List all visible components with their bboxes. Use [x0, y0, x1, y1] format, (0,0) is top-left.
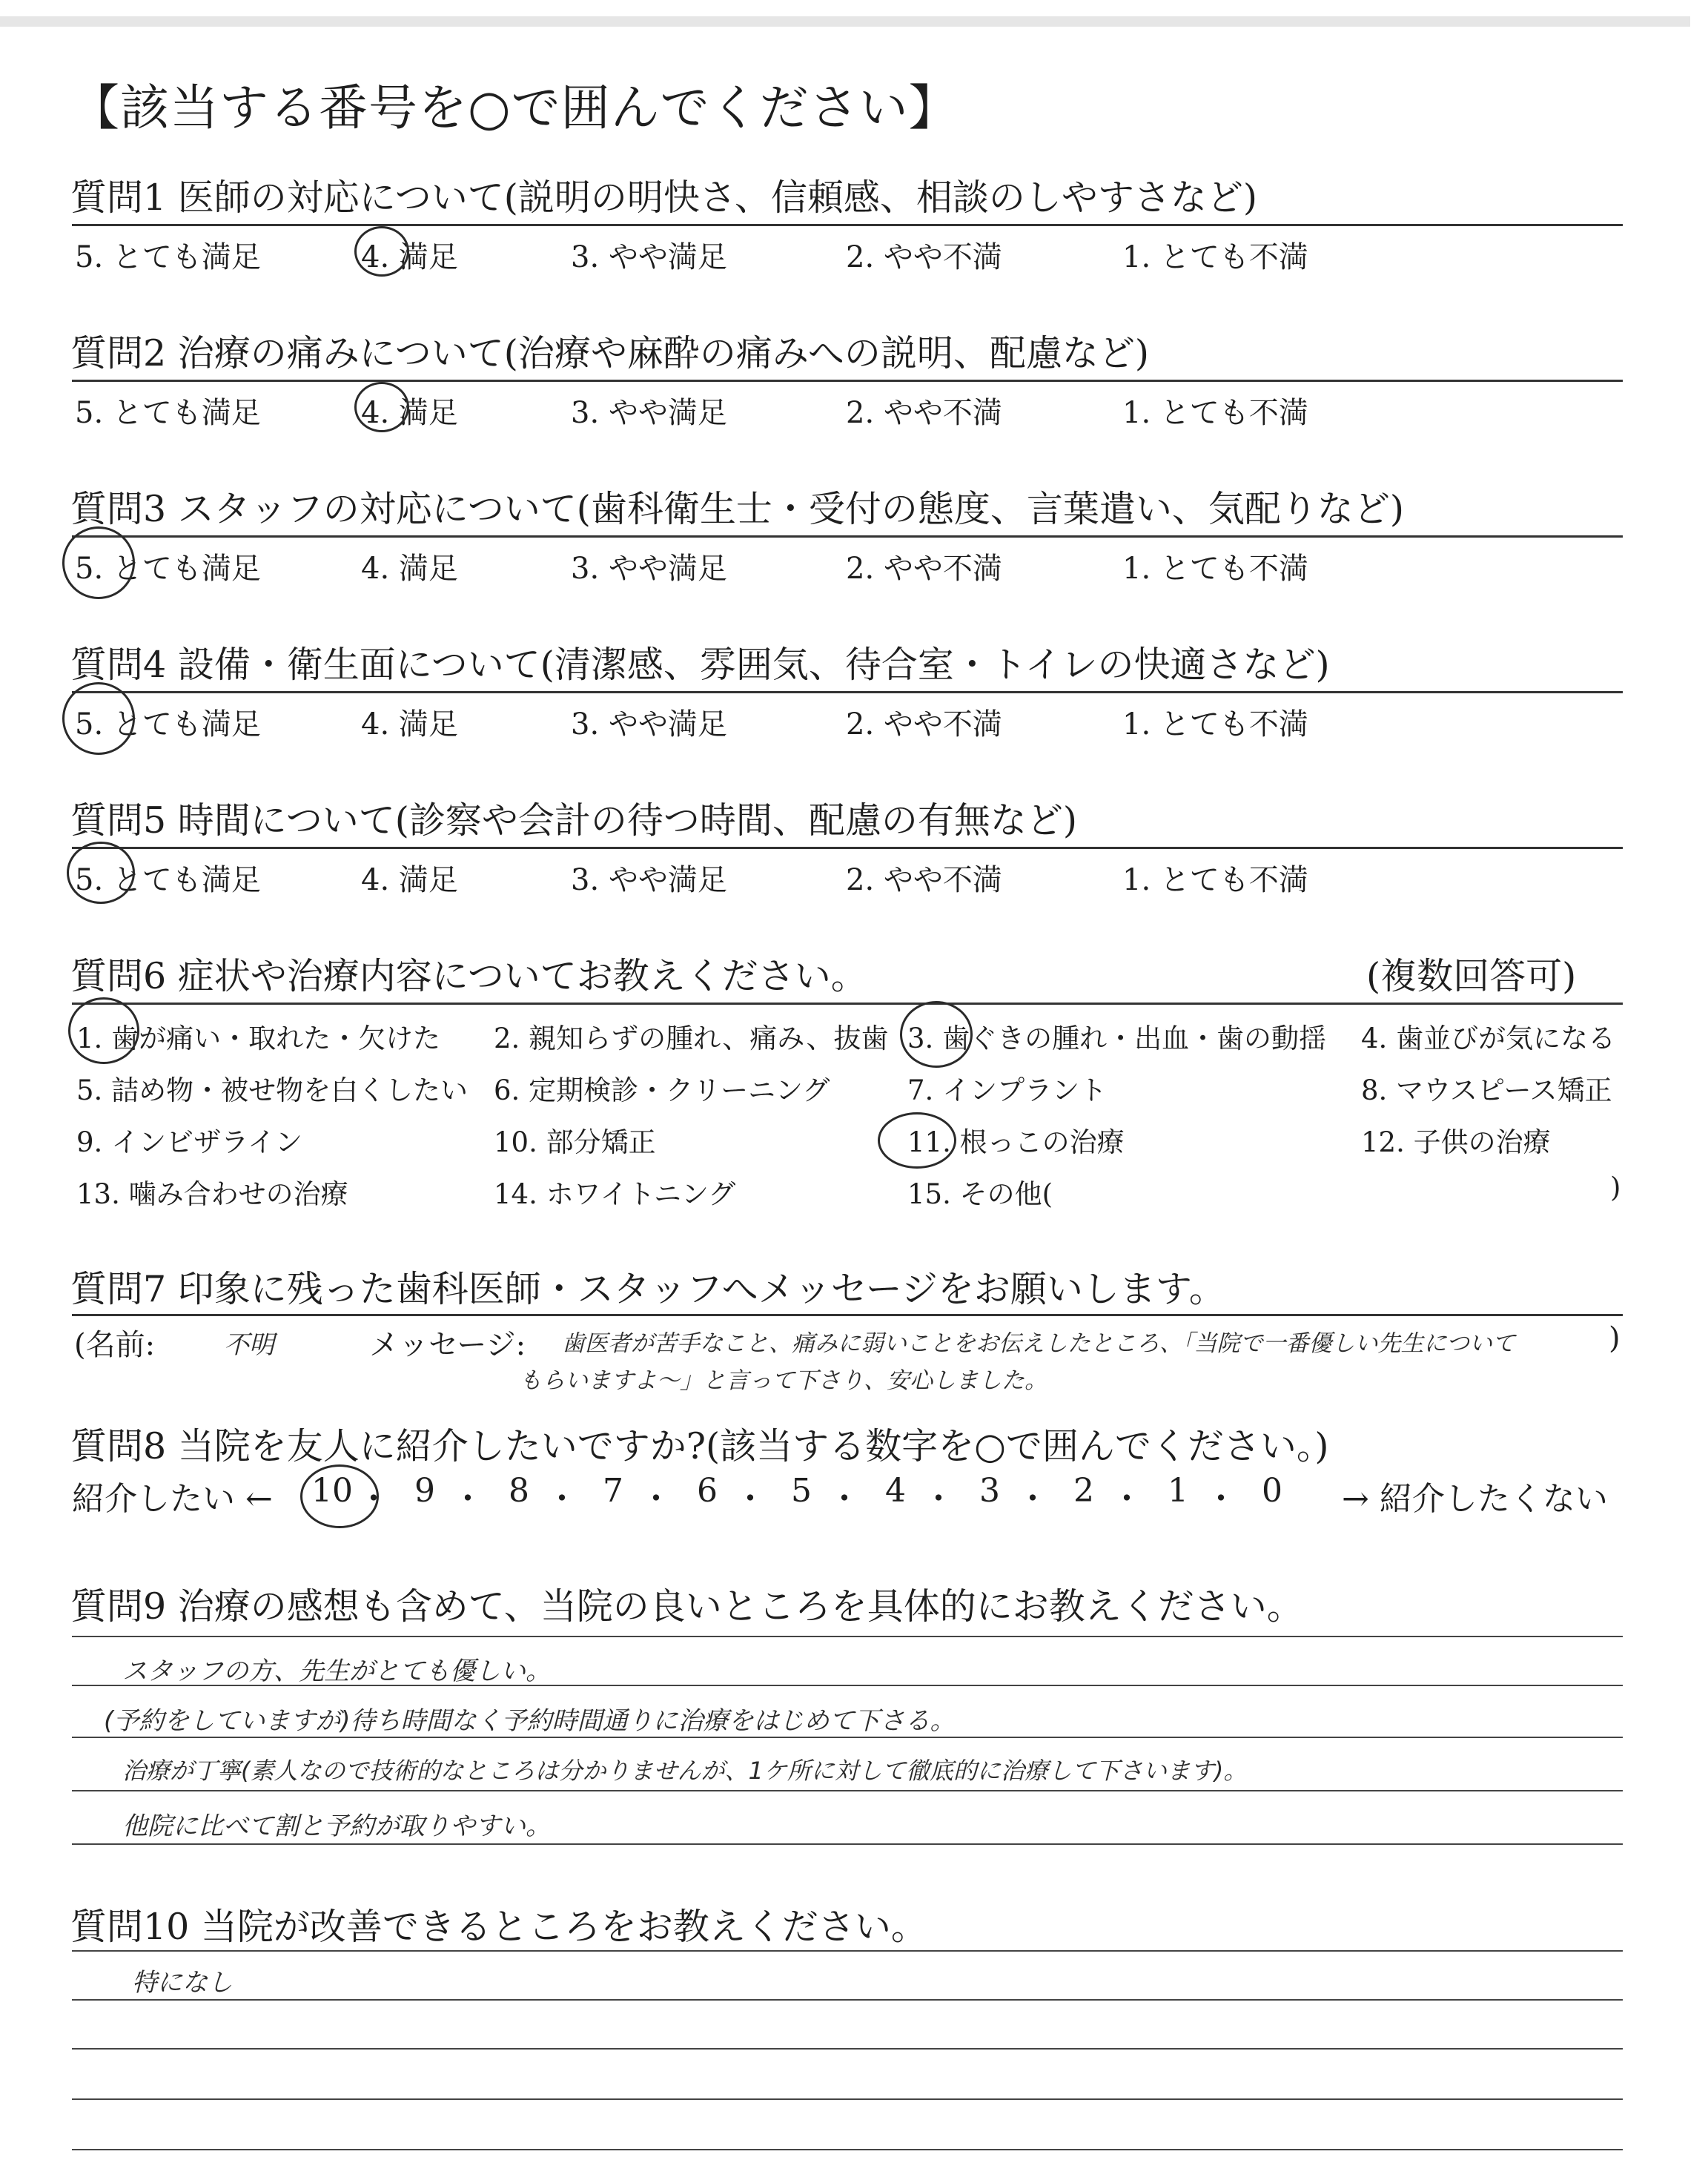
question-8-title: 質問8 当院を友人に紹介したいですか?(該当する数字を○で囲んでください。)	[70, 1425, 1329, 1467]
q5-answer-circle	[67, 842, 135, 904]
q6-option-15-close: )	[1610, 1172, 1621, 1203]
q3-option-5[interactable]: 5. とても満足	[75, 552, 261, 586]
q8-scale-1[interactable]: 1	[1168, 1472, 1188, 1510]
q8-left-label: 紹介したい ←	[72, 1480, 273, 1518]
q6-option-11[interactable]: 11. 根っこの治療	[907, 1126, 1125, 1158]
q10-answer-line-1[interactable]: 特になし	[132, 1968, 233, 1998]
q1-option-1[interactable]: 1. とても不満	[1122, 240, 1308, 274]
question-2-rule	[72, 380, 1623, 382]
q8-scale-3[interactable]: 3	[979, 1472, 1000, 1510]
q10-line-rule-3	[72, 2098, 1623, 2100]
q9-line-rule-0	[72, 1636, 1623, 1637]
q10-line-rule-2	[72, 2048, 1623, 2050]
question-7-rule	[72, 1314, 1623, 1316]
question-5-title: 質問5 時間について(診察や会計の待つ時間、配慮の有無など)	[70, 799, 1078, 842]
q9-line-rule-2	[72, 1737, 1623, 1738]
q8-scale-7[interactable]: 7	[603, 1472, 623, 1510]
question-6-title: 質問6 症状や治療内容についてお教えください。	[70, 955, 867, 997]
page-title: 【該当する番号を○で囲んでください】	[70, 79, 959, 136]
q5-option-5[interactable]: 5. とても満足	[75, 863, 261, 897]
q1-option-3[interactable]: 3. やや満足	[571, 240, 727, 274]
question-1-title: 質問1 医師の対応について(説明の明快さ、信頼感、相談のしやすさなど)	[70, 176, 1258, 219]
q8-scale-9[interactable]: 9	[414, 1472, 435, 1510]
q6-option-5[interactable]: 5. 詰め物・被せ物を白くしたい	[76, 1074, 469, 1106]
q2-option-4[interactable]: 4. 満足	[361, 396, 458, 430]
q8-scale-2[interactable]: 2	[1073, 1472, 1094, 1510]
scan-edge	[0, 16, 1690, 27]
q3-option-3[interactable]: 3. やや満足	[571, 552, 727, 586]
q2-option-5[interactable]: 5. とても満足	[75, 396, 261, 430]
question-9-title: 質問9 治療の感想も含めて、当院の良いところを具体的にお教えください。	[70, 1585, 1303, 1628]
q6-answer-circle-1	[68, 997, 139, 1064]
q5-option-1[interactable]: 1. とても不満	[1122, 863, 1308, 897]
q9-answer-line-2[interactable]: (予約をしていますが)待ち時間なく予約時間通りに治療をはじめて下さる。	[104, 1706, 956, 1736]
question-4-title: 質問4 設備・衛生面について(清潔感、雰囲気、待合室・トイレの快適さなど)	[70, 644, 1330, 686]
q6-option-9[interactable]: 9. インビザライン	[76, 1126, 302, 1158]
q6-option-14[interactable]: 14. ホワイトニング	[494, 1178, 736, 1210]
q8-scale-5[interactable]: 5	[791, 1472, 812, 1510]
q3-option-2[interactable]: 2. やや不満	[846, 552, 1002, 586]
q6-option-7[interactable]: 7. インプラント	[907, 1074, 1108, 1106]
q9-answer-line-1[interactable]: スタッフの方、先生がとても優しい。	[122, 1657, 551, 1686]
q5-option-3[interactable]: 3. やや満足	[571, 863, 727, 897]
q5-option-4[interactable]: 4. 満足	[361, 863, 458, 897]
q7-message-line-1[interactable]: 歯医者が苦手なこと、痛みに弱いことをお伝えしたところ、「当院で一番優しい先生について	[562, 1330, 1515, 1357]
q6-answer-circle-11	[878, 1112, 956, 1169]
q9-line-rule-3	[72, 1790, 1623, 1791]
q4-answer-circle	[62, 682, 135, 755]
q6-option-12[interactable]: 12. 子供の治療	[1361, 1126, 1551, 1158]
question-6-rule	[72, 1003, 1623, 1005]
q3-option-1[interactable]: 1. とても不満	[1122, 552, 1308, 586]
q6-option-8[interactable]: 8. マウスピース矯正	[1361, 1074, 1612, 1106]
q8-scale-separator: ・	[451, 1480, 484, 1518]
q7-name-label: (名前:	[74, 1328, 156, 1362]
q1-option-2[interactable]: 2. やや不満	[846, 240, 1002, 274]
q8-scale-6[interactable]: 6	[697, 1472, 718, 1510]
q8-scale-4[interactable]: 4	[885, 1472, 906, 1510]
question-5-rule	[72, 847, 1623, 849]
q3-option-4[interactable]: 4. 満足	[361, 552, 458, 586]
q8-scale-separator: ・	[828, 1480, 861, 1518]
q7-message-label: メッセージ:	[369, 1328, 526, 1362]
q4-option-5[interactable]: 5. とても満足	[75, 707, 261, 742]
q6-option-10[interactable]: 10. 部分矯正	[494, 1126, 656, 1158]
q4-option-3[interactable]: 3. やや満足	[571, 707, 727, 742]
q8-scale-separator: ・	[640, 1480, 672, 1518]
q2-option-3[interactable]: 3. やや満足	[571, 396, 727, 430]
question-10-title: 質問10 当院が改善できるところをお教えください。	[70, 1906, 927, 1948]
q6-option-3[interactable]: 3. 歯ぐきの腫れ・出血・歯の動揺	[907, 1023, 1327, 1054]
q9-answer-line-3[interactable]: 治療が丁寧(素人なので技術的なところは分かりませんが、1ケ所に対して徹底的に治療して下さいます)。	[122, 1757, 1248, 1785]
question-7-title: 質問7 印象に残った歯科医師・スタッフへメッセージをお願いします。	[70, 1268, 1225, 1310]
q8-scale-separator: ・	[734, 1480, 767, 1518]
q4-option-4[interactable]: 4. 満足	[361, 707, 458, 742]
q6-answer-circle-3	[900, 1001, 973, 1068]
question-3-rule	[72, 535, 1623, 538]
q2-answer-circle	[354, 382, 409, 432]
q6-option-4[interactable]: 4. 歯並びが気になる	[1361, 1023, 1616, 1054]
q4-option-2[interactable]: 2. やや不満	[846, 707, 1002, 742]
q1-option-4[interactable]: 4. 満足	[361, 240, 458, 274]
q10-line-rule-4	[72, 2149, 1623, 2150]
question-2-title: 質問2 治療の痛みについて(治療や麻酔の痛みへの説明、配慮など)	[70, 332, 1150, 374]
q2-option-2[interactable]: 2. やや不満	[846, 396, 1002, 430]
q8-scale-separator: ・	[922, 1480, 955, 1518]
q9-answer-line-4[interactable]: 他院に比べて割と予約が取りやすい。	[122, 1811, 551, 1841]
q8-scale-separator: ・	[357, 1480, 390, 1518]
q1-option-5[interactable]: 5. とても満足	[75, 240, 261, 274]
q7-close-paren: )	[1609, 1321, 1621, 1355]
q6-option-2[interactable]: 2. 親知らずの腫れ、痛み、抜歯	[494, 1023, 889, 1054]
question-1-rule	[72, 224, 1623, 226]
q6-option-6[interactable]: 6. 定期検診・クリーニング	[494, 1074, 830, 1106]
q6-option-15[interactable]: 15. その他(	[907, 1178, 1053, 1210]
q6-option-1[interactable]: 1. 歯が痛い・取れた・欠けた	[76, 1023, 441, 1054]
q4-option-1[interactable]: 1. とても不満	[1122, 707, 1308, 742]
q7-message-line-2[interactable]: もらいますよ〜」と言って下さり、安心しました。	[519, 1367, 1047, 1394]
q10-line-rule-0	[72, 1950, 1623, 1952]
q8-scale-8[interactable]: 8	[509, 1472, 529, 1510]
q8-scale-10[interactable]: 10	[311, 1472, 353, 1510]
q2-option-1[interactable]: 1. とても不満	[1122, 396, 1308, 430]
q7-name-value[interactable]: 不明	[224, 1330, 274, 1360]
q8-scale-separator: ・	[1205, 1480, 1237, 1518]
q9-line-rule-4	[72, 1843, 1623, 1845]
question-4-rule	[72, 691, 1623, 693]
q8-scale-separator: ・	[1016, 1480, 1049, 1518]
q3-answer-circle	[62, 526, 135, 599]
q8-scale-separator: ・	[546, 1480, 578, 1518]
q8-answer-circle	[300, 1464, 379, 1528]
q6-option-13[interactable]: 13. 噛み合わせの治療	[76, 1178, 348, 1210]
q8-scale-0[interactable]: 0	[1262, 1472, 1282, 1510]
q10-line-rule-1	[72, 1999, 1623, 2001]
q8-scale-separator: ・	[1110, 1480, 1143, 1518]
question-6-note: (複数回答可)	[1366, 955, 1577, 997]
q8-right-label: → 紹介したくない	[1342, 1480, 1608, 1518]
question-3-title: 質問3 スタッフの対応について(歯科衛生士・受付の態度、言葉遣い、気配りなど)	[70, 488, 1405, 530]
q1-answer-circle	[354, 226, 409, 277]
q5-option-2[interactable]: 2. やや不満	[846, 863, 1002, 897]
